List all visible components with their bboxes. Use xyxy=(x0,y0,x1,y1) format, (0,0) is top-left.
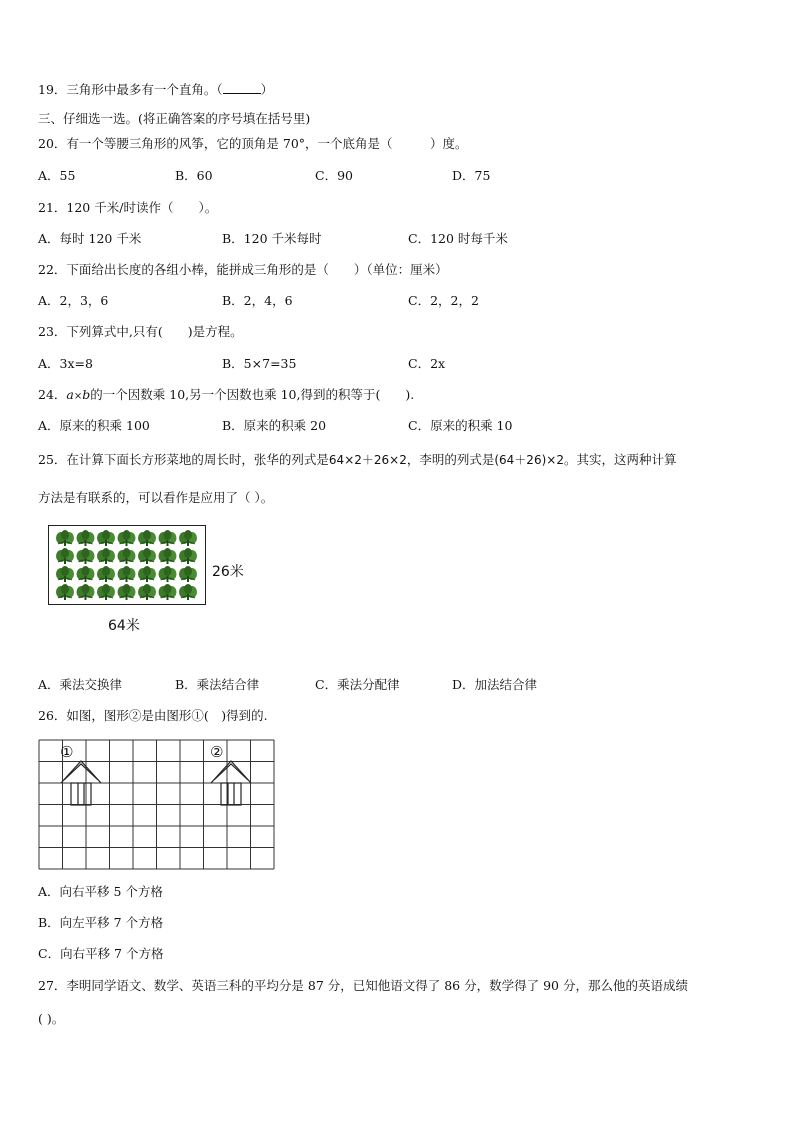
section-heading: 三、仔细选一选。(将正确答案的序号填在括号里) xyxy=(38,111,311,126)
question-19-text: 19．三角形中最多有一个直角。（ xyxy=(38,82,223,97)
q22-option-c[interactable]: C．2，2，2 xyxy=(408,293,479,308)
plant-icon xyxy=(138,584,156,600)
plant-icon xyxy=(159,530,177,546)
question-25-text-c: 。其实，这两种计算 xyxy=(563,452,677,467)
question-20: 20．有一个等腰三角形的风筝，它的顶角是 70°，一个底角是（ ）度。 xyxy=(38,136,468,151)
plant-icon xyxy=(118,548,136,564)
width-label: 26米 xyxy=(212,564,244,580)
expression-zhanghua: 64×2＋26×2 xyxy=(328,453,407,467)
question-26: 26．如图，图形②是由图形①( )得到的. xyxy=(38,708,268,723)
figure-1-label: ① xyxy=(60,743,74,761)
plant-icon xyxy=(179,530,197,546)
question-25-line-1 xyxy=(38,452,676,468)
q20-option-b[interactable]: B．60 xyxy=(175,168,213,183)
q25-option-d[interactable]: D．加法结合律 xyxy=(452,677,538,692)
plant-icon xyxy=(118,566,136,582)
q25-option-a[interactable]: A．乘法交换律 xyxy=(38,677,123,692)
q24-option-c[interactable]: C．原来的积乘 10 xyxy=(408,418,513,433)
q20-option-c[interactable]: C．90 xyxy=(315,168,353,183)
q22-option-b[interactable]: B．2，4，6 xyxy=(222,293,293,308)
q20-option-a[interactable]: A．55 xyxy=(38,168,76,183)
q23-option-c[interactable]: C．2x xyxy=(408,356,446,371)
figure-2-label: ② xyxy=(210,743,224,761)
question-25-text-b: ，李明的列式是 xyxy=(406,452,495,467)
translation-grid-figure xyxy=(38,739,276,874)
plant-icon xyxy=(138,530,156,546)
q24-option-a[interactable]: A．原来的积乘 100 xyxy=(38,418,150,433)
q24-option-b[interactable]: B．原来的积乘 20 xyxy=(222,418,327,433)
grid-svg xyxy=(38,739,276,871)
question-24-number: 24． xyxy=(38,387,67,402)
plant-icon xyxy=(97,548,115,564)
plant-icon xyxy=(56,548,74,564)
question-22: 22．下面给出长度的各组小棒，能拼成三角形的是（ ）（单位：厘米） xyxy=(38,262,448,277)
plant-icon xyxy=(77,566,95,582)
plant-icon xyxy=(159,566,177,582)
question-25-text-a: 25．在计算下面长方形菜地的周长时，张华的列式是 xyxy=(38,452,329,467)
plant-icon xyxy=(138,548,156,564)
question-19-close: ） xyxy=(260,82,274,97)
q21-option-a[interactable]: A．每时 120 千米 xyxy=(38,231,142,246)
plant-icon xyxy=(97,530,115,546)
plant-icon xyxy=(179,548,197,564)
question-24 xyxy=(38,387,414,405)
q22-option-a[interactable]: A．2，3，6 xyxy=(38,293,109,308)
question-19 xyxy=(38,81,273,98)
plant-icon xyxy=(97,584,115,600)
plant-icon xyxy=(56,584,74,600)
plant-icon xyxy=(56,566,74,582)
plant-icon xyxy=(77,548,95,564)
variable-a: a xyxy=(66,387,74,402)
question-24-text: 的一个因数乘 10,另一个因数也乘 10,得到的积等于( ). xyxy=(90,387,415,402)
plant-icon xyxy=(179,566,197,582)
expression-liming: (64＋26)×2 xyxy=(494,453,564,467)
plant-icon xyxy=(159,548,177,564)
plant-icon xyxy=(118,530,136,546)
question-27-answer: ( )。 xyxy=(38,1011,65,1026)
vegetable-plants-image xyxy=(53,529,203,603)
plant-icon xyxy=(77,584,95,600)
q25-option-c[interactable]: C．乘法分配律 xyxy=(315,677,400,692)
q26-option-b[interactable]: B．向左平移 7 个方格 xyxy=(38,915,164,930)
q26-option-a[interactable]: A．向右平移 5 个方格 xyxy=(38,884,163,899)
plant-icon xyxy=(138,566,156,582)
question-27: 27．李明同学语文、数学、英语三科的平均分是 87 分，已知他语文得了 86 分，数学得了 90 分，那么他的英语成绩 xyxy=(38,978,688,993)
q23-option-b[interactable]: B．5×7=35 xyxy=(222,356,297,371)
question-21: 21．120 千米/时读作（ ）。 xyxy=(38,200,218,215)
vegetable-field-rectangle xyxy=(48,525,206,605)
plant-icon xyxy=(77,530,95,546)
q21-option-c[interactable]: C．120 时每千米 xyxy=(408,231,508,246)
q23-option-a[interactable]: A．3x=8 xyxy=(38,356,93,371)
q25-option-b[interactable]: B．乘法结合律 xyxy=(175,677,260,692)
plant-icon xyxy=(56,530,74,546)
q26-option-c[interactable]: C．向右平移 7 个方格 xyxy=(38,946,164,961)
plant-icon xyxy=(159,584,177,600)
length-label: 64米 xyxy=(108,618,140,634)
q21-option-b[interactable]: B．120 千米每时 xyxy=(222,231,322,246)
times-sign: × xyxy=(73,391,83,402)
question-23: 23．下列算式中,只有( )是方程。 xyxy=(38,324,243,339)
plant-icon xyxy=(118,584,136,600)
plant-icon xyxy=(179,584,197,600)
variable-b: b xyxy=(82,387,91,402)
answer-blank[interactable] xyxy=(223,81,261,94)
question-25-line-2: 方法是有联系的，可以看作是应用了（ ）。 xyxy=(38,490,274,505)
plant-icon xyxy=(97,566,115,582)
q20-option-d[interactable]: D．75 xyxy=(452,168,491,183)
